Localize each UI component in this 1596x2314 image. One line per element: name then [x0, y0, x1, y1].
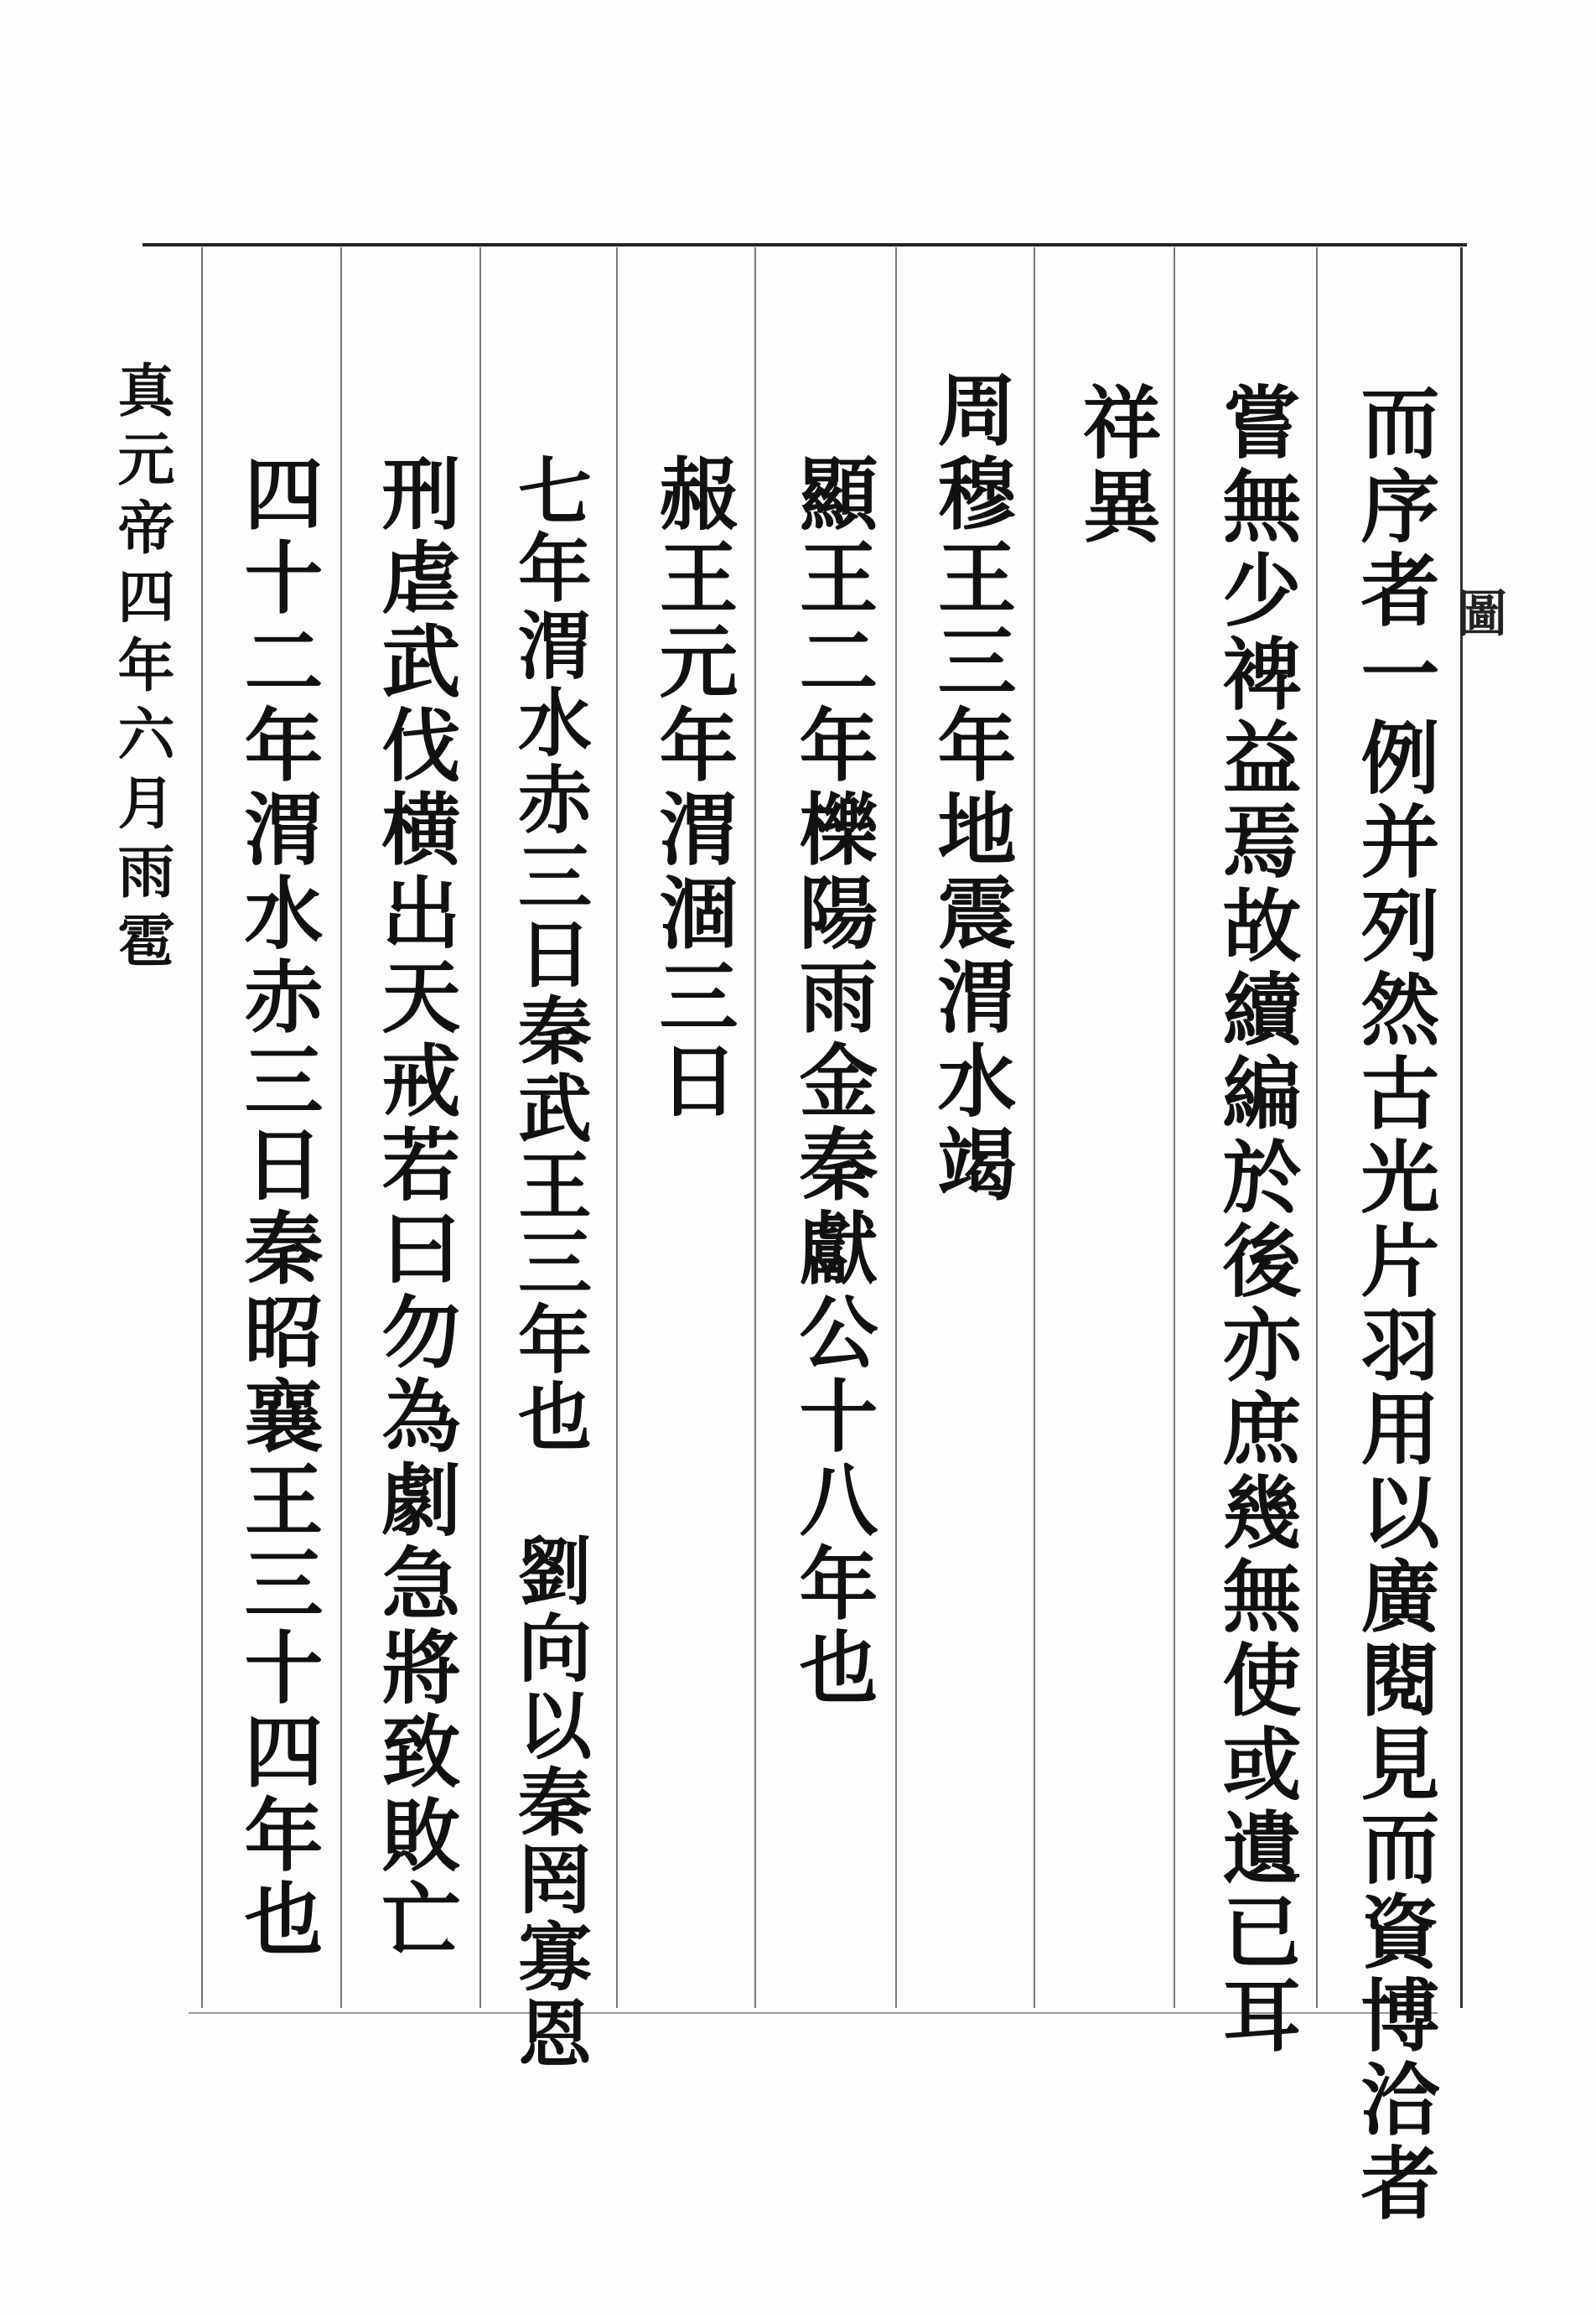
section-heading: 祥異 — [1069, 381, 1161, 549]
column-rule — [1174, 247, 1175, 2008]
text-column-7: 七年渭水赤三日秦武王三年也 劉向以秦罔寡恩 — [506, 453, 593, 2073]
column-rule — [754, 247, 756, 2008]
text-column-8: 刑虐武伐横出天戒若曰勿為劇急將致敗亡 — [368, 453, 460, 1962]
center-fold-mark: 圖 — [1448, 587, 1507, 637]
column-rule — [1460, 247, 1463, 2008]
text-column-5: 顯王二年櫟陽雨金秦獻公十八年也 — [785, 453, 878, 1710]
column-rule — [201, 247, 203, 2008]
column-rule — [340, 247, 342, 2008]
column-rule — [479, 247, 481, 2008]
column-rule — [1034, 247, 1035, 2008]
column-rule — [895, 247, 897, 2008]
text-column-2: 嘗無少裨益焉故續編於後亦庶幾無使或遺已耳 — [1209, 381, 1301, 2058]
text-column-1: 而序者一例并列然古光片羽用以廣閱見而資博洽者 — [1347, 381, 1439, 2226]
column-rule — [1316, 247, 1318, 2008]
margin-note: 真元帝四年六月雨雹 — [108, 361, 175, 979]
frame-top-border — [142, 243, 1467, 246]
column-rule — [616, 247, 618, 2008]
text-column-4: 周穆王三年地震渭水竭 — [924, 369, 1016, 1207]
text-column-6: 赧王元年渭涸三日 — [645, 453, 738, 1123]
text-column-9: 四十二年渭水赤三日秦昭襄王三十四年也 — [231, 453, 323, 1962]
